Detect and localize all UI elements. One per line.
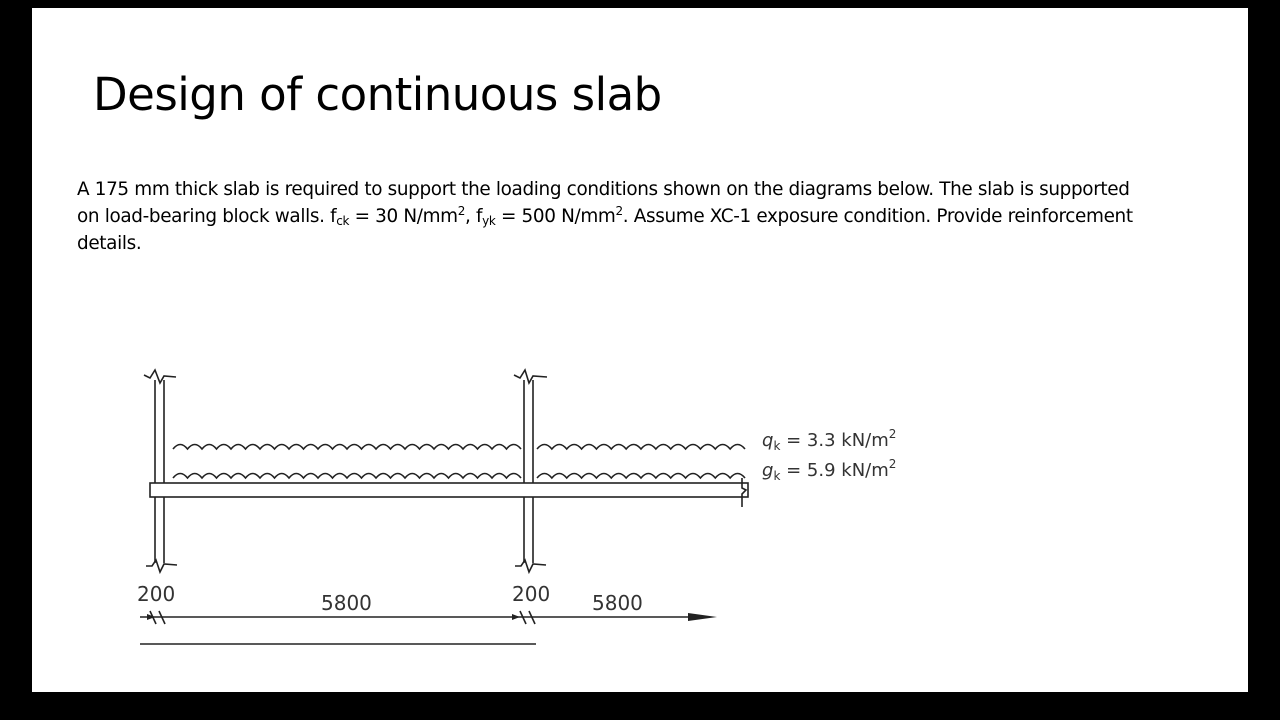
arrowhead-mid <box>512 614 520 620</box>
wall-width-label-left: 200 <box>137 582 176 606</box>
imposed-load-superscript: 2 <box>888 427 897 441</box>
middle-wall <box>514 370 547 572</box>
fck-subscript: ck <box>336 214 350 228</box>
problem-text-5: . Assume XC-1 exposure condition. Provide reinforcement details. <box>77 206 1133 254</box>
imposed-load-label <box>762 427 896 453</box>
span-label-1: 5800 <box>321 591 372 615</box>
imposed-load-subscript: k <box>773 439 781 453</box>
unit-superscript-1: 2 <box>457 204 466 218</box>
dimension-arrow-right <box>688 613 717 621</box>
imposed-load-scallop-span-2 <box>537 445 745 450</box>
fyk-subscript: yk <box>482 214 496 228</box>
dead-load-subscript: k <box>773 469 781 483</box>
dead-load-superscript: 2 <box>888 457 897 471</box>
imposed-load-symbol: q <box>762 430 774 451</box>
dead-load-label <box>762 457 896 483</box>
problem-text-1: A 175 mm thick slab is required to support the loading conditions shown on the diagrams below. The slab is supported on load-bearing block walls. f <box>77 179 1130 227</box>
imposed-load-value: = 3.3 kN/m <box>780 430 889 451</box>
dead-load-value: = 5.9 kN/m <box>780 460 889 481</box>
dead-load-scallop-span-1 <box>173 474 521 479</box>
imposed-load-scallop-span-1 <box>173 445 521 450</box>
unit-superscript-2: 2 <box>615 204 623 218</box>
wall-width-label-middle: 200 <box>512 582 551 606</box>
problem-text-2: = 30 N/mm <box>349 206 458 227</box>
slab <box>150 483 748 497</box>
problem-text-4: = 500 N/mm <box>495 206 616 227</box>
problem-text-3: , f <box>465 206 483 227</box>
span-label-2: 5800 <box>592 591 643 615</box>
dead-load-scallop-span-2 <box>537 474 745 479</box>
dead-load-symbol: g <box>762 460 774 481</box>
slide-title: Design of continuous slab <box>93 68 662 121</box>
left-wall <box>144 370 177 572</box>
